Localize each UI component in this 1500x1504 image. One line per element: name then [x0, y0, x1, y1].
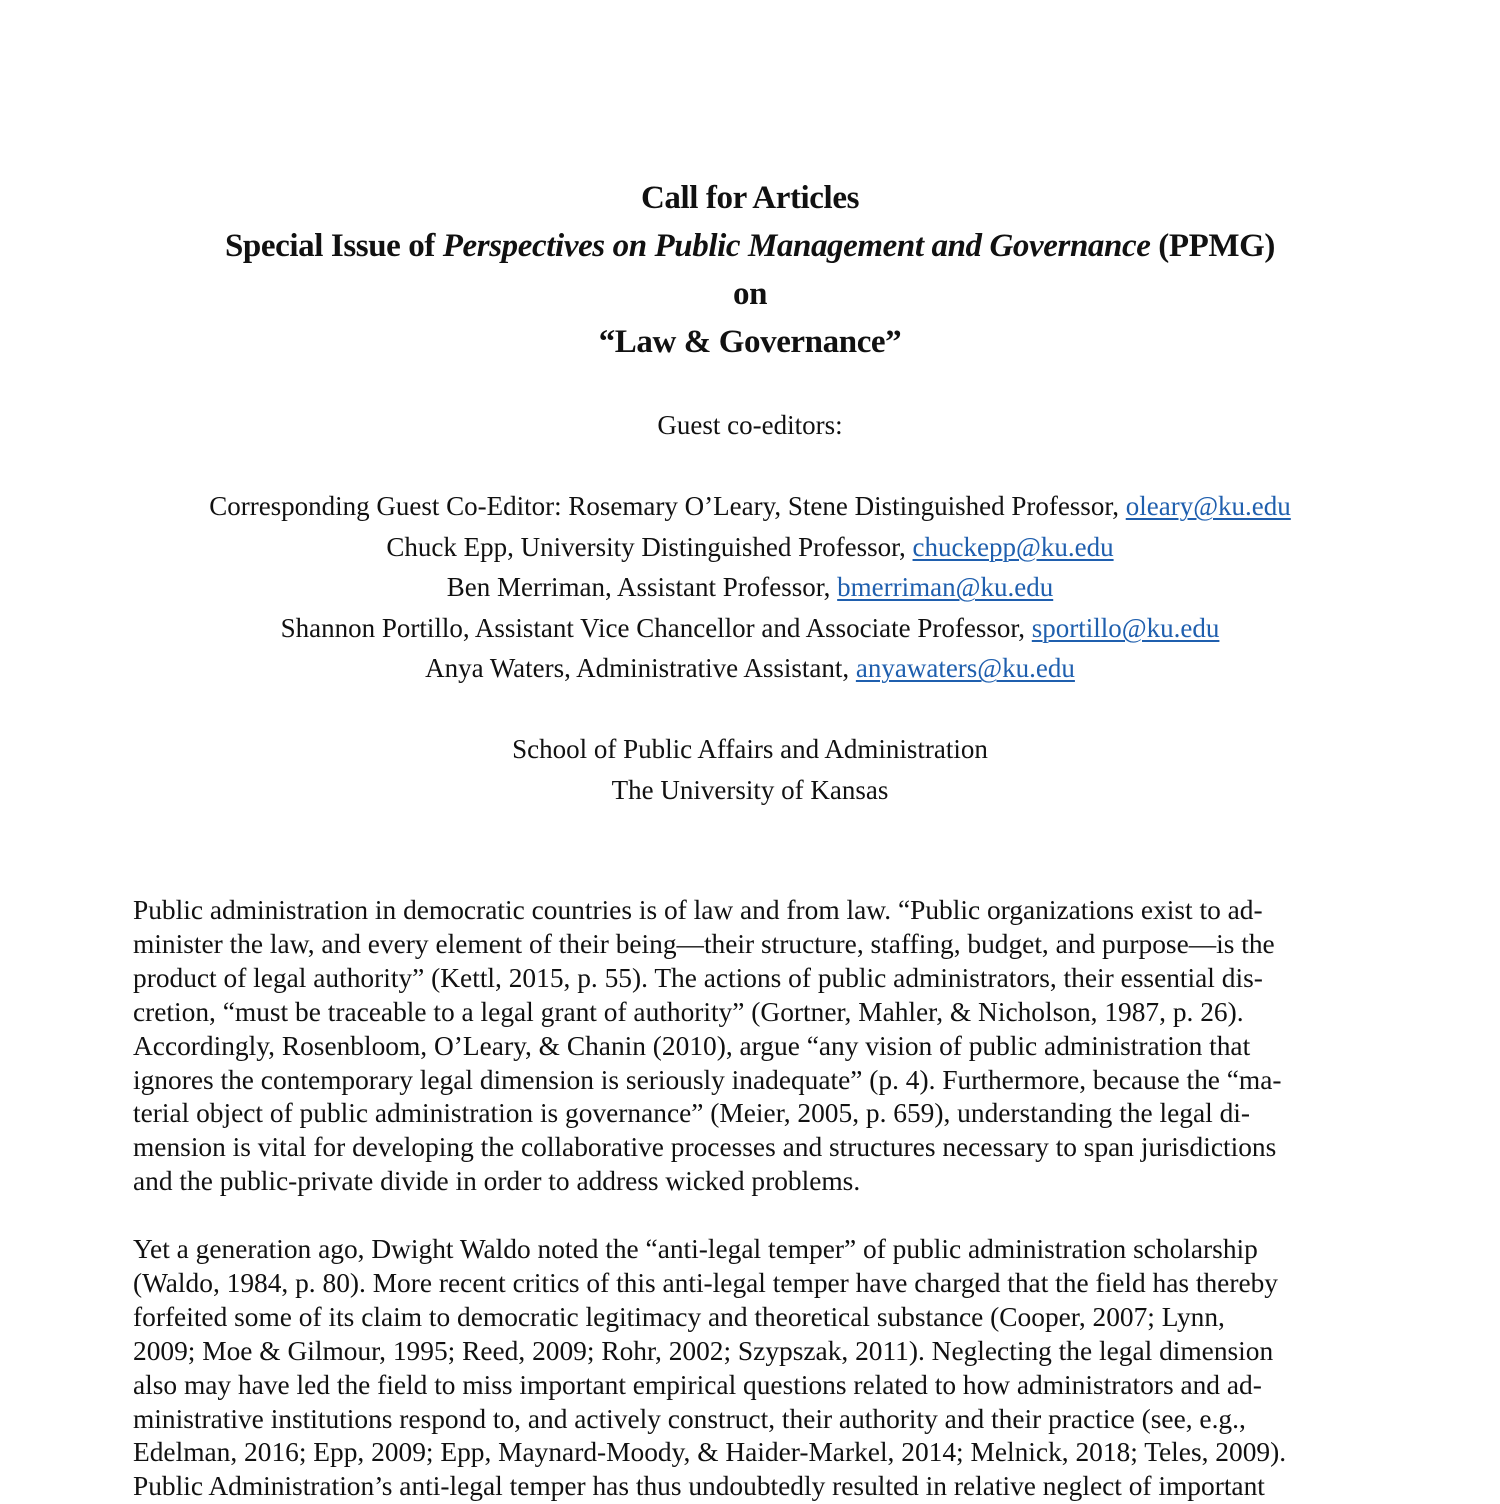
university-name: The University of Kansas [611, 775, 889, 805]
editor-description: Anya Waters, Administrative Assistant, [425, 653, 856, 684]
editor-description: Ben Merriman, Assistant Professor, [446, 572, 838, 603]
journal-abbreviation: (PPMG) [1150, 228, 1276, 264]
text-line: 2009; Moe & Gilmour, 1995; Reed, 2009; Rohr, 2002; Szypszak, 2011). Neglecting the legal dimension [133, 1335, 1274, 1366]
text-line: minister the law, and every element of their being—their structure, staffing, budget, and purpose—is the [133, 928, 1275, 959]
text-line: product of legal authority” (Kettl, 2015, p. 55). The actions of public administrators, their essential dis- [133, 962, 1263, 993]
editors-list [0, 486, 1500, 689]
text-line: terial object of public administration is governance” (Meier, 2005, p. 659), understanding the legal di- [133, 1098, 1251, 1129]
editor-row [0, 648, 1500, 689]
title-on: on [732, 276, 768, 312]
journal-name: Perspectives on Public Management and Governance [442, 228, 1151, 264]
body-paragraph-2 [133, 1233, 1368, 1504]
title-special-issue [0, 222, 1500, 270]
editor-description: Shannon Portillo, Assistant Vice Chancellor and Associate Professor, [280, 612, 1032, 643]
text-line: Edelman, 2016; Epp, 2009; Epp, Maynard-Moody, & Haider-Markel, 2014; Melnick, 2018; Teles, 2009). [133, 1437, 1287, 1468]
title-theme: “Law & Governance” [598, 324, 902, 360]
editor-row [0, 486, 1500, 527]
text-line: forfeited some of its claim to democratic legitimacy and theoretical substance (Cooper, 2007; Lynn, [133, 1301, 1225, 1332]
text-line: Public administration in democratic countries is of law and from law. “Public organizations exist to ad- [133, 895, 1263, 925]
editor-row [0, 527, 1500, 568]
school-name: School of Public Affairs and Administration [512, 734, 988, 764]
editor-email-link[interactable]: sportillo@ku.edu [1031, 612, 1220, 643]
affiliation [0, 729, 1500, 811]
title-special-issue-prefix: Special Issue of [224, 228, 443, 264]
document-title [0, 174, 1500, 366]
body-paragraph-1 [133, 894, 1368, 1199]
text-line: cretion, “must be traceable to a legal grant of authority” (Gortner, Mahler, & Nicholson, 1987, p. 26). [133, 996, 1244, 1027]
editor-row [0, 567, 1500, 608]
text-line: and the public-private divide in order to address wicked problems. [133, 1166, 861, 1197]
text-line: Public Administration’s anti-legal temper has thus undoubtedly resulted in relative neglect of important [133, 1471, 1265, 1502]
title-call-for-articles: Call for Articles [640, 180, 860, 216]
text-line: Accordingly, Rosenbloom, O’Leary, & Chanin (2010), argue “any vision of public administration that [133, 1030, 1251, 1061]
editor-email-link[interactable]: oleary@ku.edu [1125, 491, 1291, 521]
editor-row [0, 608, 1500, 649]
text-line: also may have led the field to miss important empirical questions related to how administrators and ad- [133, 1369, 1262, 1400]
editor-email-link[interactable]: anyawaters@ku.edu [855, 653, 1075, 684]
editor-email-link[interactable]: bmerriman@ku.edu [837, 572, 1054, 603]
editor-description: Chuck Epp, University Distinguished Professor, [386, 531, 913, 562]
editor-email-link[interactable]: chuckepp@ku.edu [912, 531, 1114, 562]
guest-coeditors-label: Guest co-editors: [657, 410, 843, 440]
text-line: ministrative institutions respond to, and actively construct, their authority and their practice (see, e.g., [133, 1403, 1246, 1434]
text-line: Yet a generation ago, Dwight Waldo noted the “anti-legal temper” of public administration scholarship [133, 1234, 1258, 1264]
text-line: mension is vital for developing the collaborative processes and structures necessary to span jurisdictions [133, 1132, 1277, 1163]
editor-description: Corresponding Guest Co-Editor: Rosemary O’Leary, Stene Distinguished Professor, [209, 491, 1126, 521]
text-line: (Waldo, 1984, p. 80). More recent critics of this anti-legal temper have charged that the field has thereby [133, 1267, 1279, 1298]
text-line: ignores the contemporary legal dimension is seriously inadequate” (p. 4). Furthermore, because the “ma- [133, 1064, 1282, 1095]
